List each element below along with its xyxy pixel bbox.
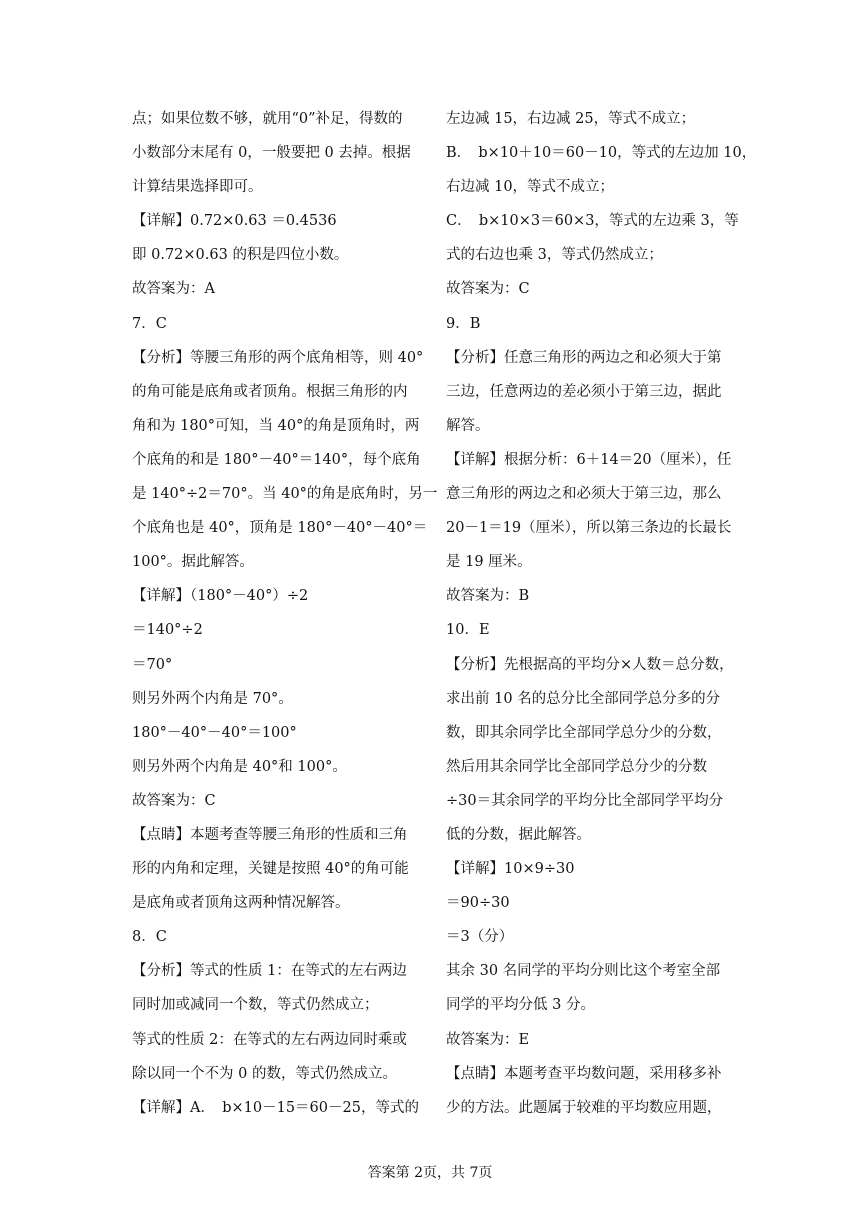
text-line: B． b×10＋10＝60－10，等式的左边加 10， (446, 145, 757, 162)
text-line: 7．C (132, 315, 167, 332)
text-line: 故答案为：B (446, 588, 530, 605)
text-line: 三边，任意两边的差必须小于第三边，据此 (446, 383, 722, 400)
text-line: 同学的平均分低 3 分。 (446, 997, 595, 1014)
text-line: 100°。据此解答。 (132, 554, 254, 571)
text-line: 其余 30 名同学的平均分则比这个考室全部 (446, 963, 721, 980)
text-line: 则另外两个内角是 70°。 (132, 690, 293, 707)
text-line: 意三角形的两边之和必须大于第三边，那么 (446, 486, 722, 503)
text-line: 是 19 厘米。 (446, 554, 532, 571)
text-line: 求出前 10 名的总分比全部同学总分多的分 (446, 690, 721, 707)
text-line: 然后用其余同学比全部同学总分少的分数 (446, 758, 707, 775)
text-line: 是底角或者顶角这两种情况解答。 (132, 895, 350, 912)
text-line: 是 140°÷2＝70°。当 40°的角是底角时，另一 (132, 486, 438, 503)
text-line: 角和为 180°可知，当 40°的角是顶角时，两 (132, 417, 420, 434)
text-line: 同时加或减同一个数，等式仍然成立； (132, 997, 379, 1014)
text-line: 故答案为：A (132, 281, 215, 298)
text-line: 8．C (132, 929, 167, 946)
text-line: 个底角也是 40°，顶角是 180°－40°－40°＝ (132, 520, 428, 537)
text-line: 低的分数，据此解答。 (446, 826, 591, 843)
text-line: 形的内角和定理，关键是按照 40°的角可能 (132, 861, 409, 878)
text-line: 180°－40°－40°＝100° (132, 724, 297, 741)
text-line: 【分析】任意三角形的两边之和必须大于第 (446, 349, 722, 366)
text-line: 解答。 (446, 417, 490, 434)
text-line: 点；如果位数不够，就用“0”补足，得数的 (132, 111, 403, 127)
text-line: 9．B (446, 315, 481, 332)
text-line: 【详解】A． b×10－15＝60－25，等式的 (132, 1099, 419, 1116)
text-line: 故答案为：C (446, 281, 530, 298)
text-line: 式的右边也乘 3，等式仍然成立； (446, 247, 663, 264)
text-line: ÷30＝其余同学的平均分比全部同学平均分 (446, 792, 724, 809)
text-line: 小数部分末尾有 0，一般要把 0 去掉。根据 (132, 145, 411, 162)
text-line: 故答案为：C (132, 792, 216, 809)
text-line: 【分析】等腰三角形的两个底角相等，则 40° (132, 349, 424, 366)
text-line: 个底角的和是 180°－40°＝140°，每个底角 (132, 451, 421, 468)
text-line: 【详解】0.72×0.63 ＝0.4536 (132, 213, 337, 230)
text-line: 即 0.72×0.63 的积是四位小数。 (132, 247, 349, 264)
text-line: 计算结果选择即可。 (132, 179, 263, 196)
text-line: 左边减 15，右边减 25，等式不成立； (446, 111, 696, 127)
left-column (132, 102, 438, 1125)
text-line: 20－1＝19（厘米），所以第三条边的长最长 (446, 520, 732, 537)
text-line: 少的方法。此题属于较难的平均数应用题， (446, 1099, 722, 1116)
text-line: ＝90÷30 (446, 895, 510, 912)
text-line: 【分析】先根据高的平均分×人数＝总分数， (446, 656, 734, 673)
text-line: C． b×10×3＝60×3，等式的左边乘 3，等 (446, 213, 739, 230)
text-line: 10．E (446, 622, 490, 639)
text-line: 则另外两个内角是 40°和 100°。 (132, 758, 347, 775)
text-line: ＝3（分） (446, 929, 514, 946)
text-line: 的角可能是底角或者顶角。根据三角形的内 (132, 383, 408, 400)
text-line: 右边减 10，等式不成立； (446, 179, 615, 196)
text-line: 故答案为：E (446, 1031, 530, 1048)
right-column (446, 102, 757, 1125)
text-line: ＝70° (132, 656, 173, 673)
text-line: 等式的性质 2：在等式的左右两边同时乘或 (132, 1031, 407, 1048)
text-line: 【详解】10×9÷30 (446, 861, 575, 878)
page-footer: 答案第 2页，共 7页 (367, 1165, 493, 1181)
text-line: 除以同一个不为 0 的数，等式仍然成立。 (132, 1065, 397, 1082)
text-line: 【详解】（180°－40°）÷2 (132, 588, 309, 605)
text-line: 【点睛】本题考查平均数问题，采用移多补 (446, 1065, 722, 1082)
text-line: 【分析】等式的性质 1：在等式的左右两边 (132, 963, 407, 980)
text-line: ＝140°÷2 (132, 622, 203, 639)
text-line: 【详解】根据分析：6＋14＝20（厘米），任 (446, 451, 732, 468)
text-line: 数，即其余同学比全部同学总分少的分数， (446, 724, 722, 741)
text-line: 【点睛】本题考查等腰三角形的性质和三角 (132, 826, 408, 843)
